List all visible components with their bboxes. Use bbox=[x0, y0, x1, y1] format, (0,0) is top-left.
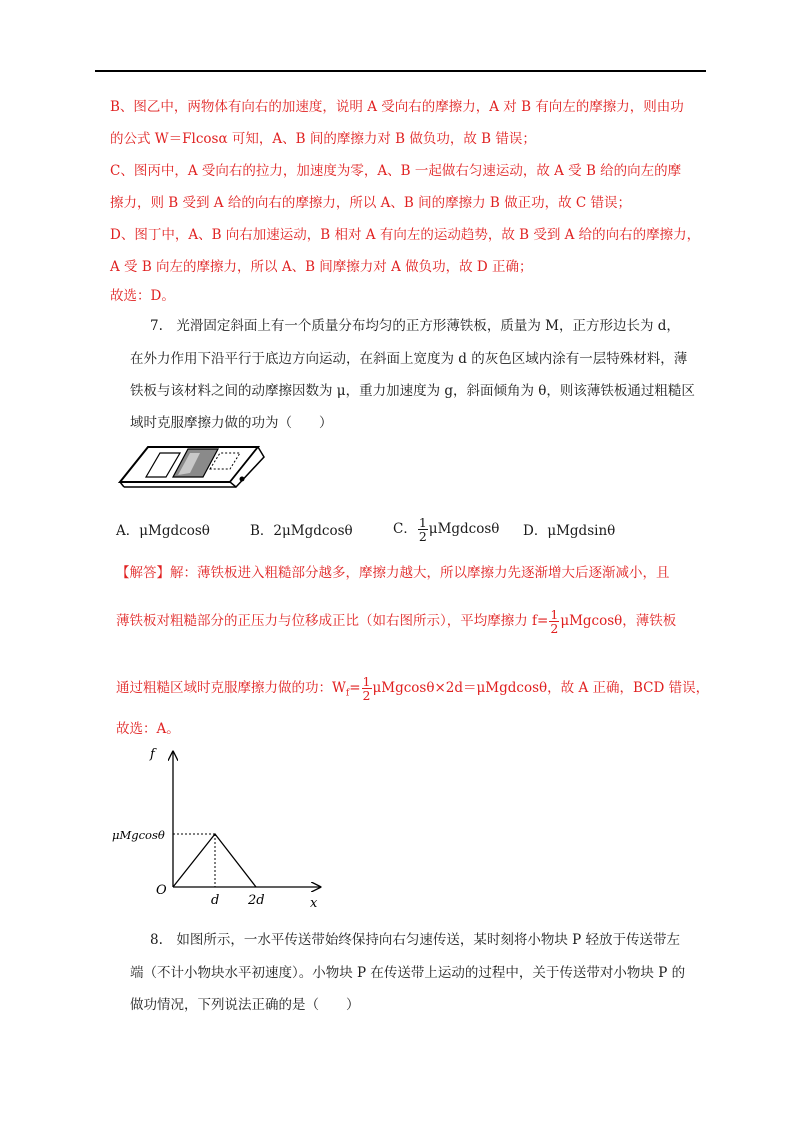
option-d[interactable]: D．μMgdsinθ bbox=[523, 523, 616, 539]
x-tick-d: d bbox=[211, 893, 220, 908]
option-a[interactable]: A．μMgdcosθ bbox=[116, 523, 210, 539]
answer-b-line2: 的公式 W＝Flcosα 可知，A、B 间的摩擦力对 B 做负功，故 B 错误； bbox=[110, 131, 536, 147]
option-b[interactable]: B．2μMgdcosθ bbox=[250, 523, 353, 539]
answer-d-line1: D、图丁中，A、B 向右加速运动，B 相对 A 有向左的运动趋势，故 B 受到 A 给的向右的摩擦力， bbox=[110, 227, 701, 243]
answer-c-line2: 擦力，则 B 受到 A 给的向右的摩擦力，所以 A、B 间的摩擦力 B 做正功，故 C 错误； bbox=[110, 195, 632, 211]
option-c-label: C． bbox=[393, 521, 417, 537]
option-c-rest: μMgdcosθ bbox=[428, 521, 500, 537]
solution-fraction: $\frac{1}{2}$ bbox=[550, 607, 559, 636]
q7-line4: 域时克服摩擦力做的功为（ ） bbox=[130, 415, 333, 431]
previous-choice: 故选：D。 bbox=[110, 288, 175, 304]
q8-line2: 端（不计小物块水平初速度）。小物块 P 在传送带上运动的过程中，关于传送带对小物块 P 的 bbox=[130, 965, 686, 981]
solution-tag: 【解答】 bbox=[116, 565, 170, 581]
solution-line1 bbox=[116, 564, 670, 582]
q8-line1: 8. 如图所示，一水平传送带始终保持向右匀速传送，某时刻将小物块 P 轻放于传送带左 bbox=[150, 932, 681, 948]
header-rule bbox=[95, 70, 706, 72]
answer-c-line1: C、图丙中，A 受向右的拉力，加速度为零，A、B 一起做右匀速运动，故 A 受 B 给的向左的摩 bbox=[110, 163, 682, 179]
friction-graph bbox=[110, 744, 330, 910]
q7-line1: 7. 光滑固定斜面上有一个质量分布均匀的正方形薄铁板，质量为 M，正方形边长为 d， bbox=[150, 318, 680, 334]
peak-label: μMgcosθ bbox=[112, 828, 165, 842]
answer-d-line2: A 受 B 向左的摩擦力，所以 A、B 间摩擦力对 A 做负功，故 D 正确； bbox=[110, 259, 533, 275]
q7-line2: 在外力作用下沿平行于底边方向运动，在斜面上宽度为 d 的灰色区域内涂有一层特殊材料，薄 bbox=[130, 351, 688, 367]
x-tick-2d: 2d bbox=[248, 893, 265, 908]
option-c-fraction: $\frac{1}{2}$ bbox=[418, 515, 427, 544]
solution-choice: 故选：A。 bbox=[116, 721, 180, 737]
q8-line3: 做功情况，下列说法正确的是（ ） bbox=[130, 997, 360, 1013]
origin-label: O bbox=[156, 883, 167, 898]
q7-line3: 铁板与该材料之间的动摩擦因数为 μ，重力加速度为 g，斜面倾角为 θ，则该薄铁板通过粗糙区 bbox=[130, 383, 695, 399]
y-axis-label: f bbox=[150, 747, 155, 762]
solution-text: 解：薄铁板进入粗糙部分越多，摩擦力越大，所以摩擦力先逐渐增大后逐渐减小，且 bbox=[170, 565, 670, 581]
x-axis-label: x bbox=[310, 896, 318, 910]
answer-b-line1: B、图乙中，两物体有向右的加速度，说明 A 受向右的摩擦力，A 对 B 有向左的摩擦力，则由功 bbox=[110, 99, 684, 115]
solution-line2: 薄铁板对粗糙部分的正压力与位移成正比（如右图所示），平均摩擦力 f= $\frac{1}{2}$ μMgcosθ，薄铁板 bbox=[116, 607, 677, 636]
solution-work-fraction: $\frac{1}{2}$ bbox=[362, 674, 371, 703]
solution-line3: 通过粗糙区域时克服摩擦力做的功：$W_f=$ $\frac{1}{2}$ μMgcosθ×2d＝μMgdcosθ，故 A 正确，BCD 错误， bbox=[116, 674, 710, 703]
incline-figure bbox=[118, 437, 268, 489]
option-c[interactable] bbox=[393, 514, 499, 544]
